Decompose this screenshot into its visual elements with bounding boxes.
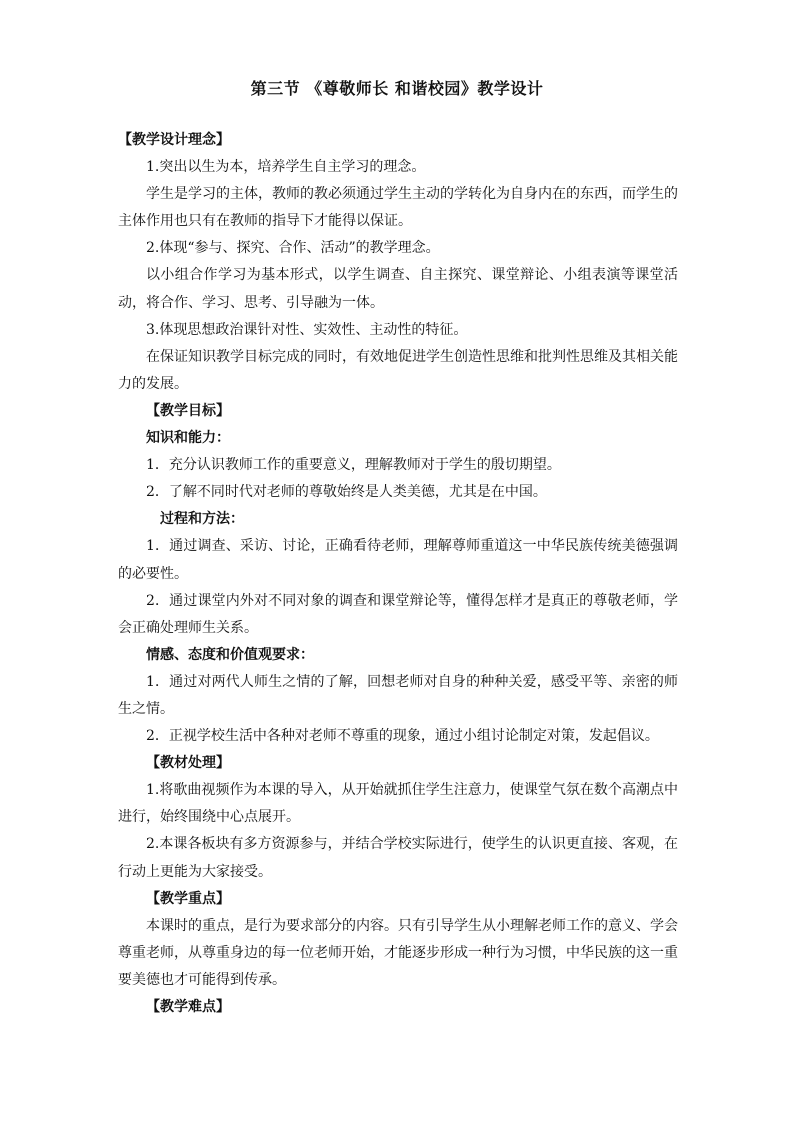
- section-heading: 【教学重点】: [146, 890, 230, 907]
- section-heading: 过程和方法：: [160, 511, 244, 528]
- section-heading: 【教学设计理念】: [118, 132, 230, 148]
- body-paragraph: 2.体现“参与、探究、合作、活动”的教学理念。: [146, 240, 440, 257]
- body-paragraph: 2．正视学校生活中各种对老师不尊重的现象，通过小组讨论制定对策，发起倡议。: [146, 728, 659, 745]
- body-paragraph: 本课时的重点，是行为要求部分的内容。只有引导学生从小理解老师工作的意义、学会尊重老师，从尊重身边的每一位老师开始，才能逐步形成一种行为习惯，中华民族的这一重要美德也才可能得到传承。: [118, 917, 678, 988]
- body-paragraph: 1．充分认识教师工作的重要意义，理解教师对于学生的殷切期望。: [146, 457, 561, 474]
- document-body: [118, 127, 678, 1021]
- section-heading: 【教学难点】: [146, 999, 230, 1015]
- body-paragraph: 1．通过调查、采访、讨论，正确看待老师，理解尊师重道这一中华民族传统美德强调的必要性。: [118, 538, 678, 582]
- body-paragraph: 2．了解不同时代对老师的尊敬始终是人类美德，尤其是在中国。: [146, 484, 547, 501]
- body-paragraph: 2.本课各板块有多方资源参与，并结合学校实际进行，使学生的认识更直接、客观，在行动上更能为大家接受。: [118, 836, 678, 880]
- body-paragraph: 在保证知识教学目标完成的同时，有效地促进学生创造性思维和批判性思维及其相关能力的发展。: [118, 348, 678, 392]
- body-paragraph: 3.体现思想政治课针对性、实效性、主动性的特征。: [146, 321, 468, 338]
- section-heading: 知识和能力：: [146, 430, 230, 447]
- body-paragraph: 1．通过对两代人师生之情的了解，回想老师对自身的种种关爱，感受平等、亲密的师生之情。: [118, 673, 678, 717]
- section-heading: 【教材处理】: [146, 755, 230, 772]
- section-heading: 【教学目标】: [146, 402, 230, 419]
- body-paragraph: 2．通过课堂内外对不同对象的调查和课堂辩论等，懂得怎样才是真正的尊敬老师，学会正确处理师生关系。: [118, 592, 678, 636]
- body-paragraph: 以小组合作学习为基本形式，以学生调查、自主探究、课堂辩论、小组表演等课堂活动，将合作、学习、思考、引导融为一体。: [118, 267, 678, 311]
- document-title: 第三节 《尊敬师长 和谐校园》教学设计: [250, 79, 544, 98]
- body-paragraph: 1.突出以生为本，培养学生自主学习的理念。: [146, 159, 426, 176]
- body-paragraph: 1.将歌曲视频作为本课的导入，从开始就抓住学生注意力，使课堂气氛在数个高潮点中进行，始终围绕中心点展开。: [118, 782, 678, 826]
- body-paragraph: 学生是学习的主体，教师的教必须通过学生主动的学转化为自身内在的东西，而学生的主体作用也只有在教师的指导下才能得以保证。: [118, 186, 678, 230]
- section-heading: 情感、态度和价值观要求：: [146, 646, 314, 663]
